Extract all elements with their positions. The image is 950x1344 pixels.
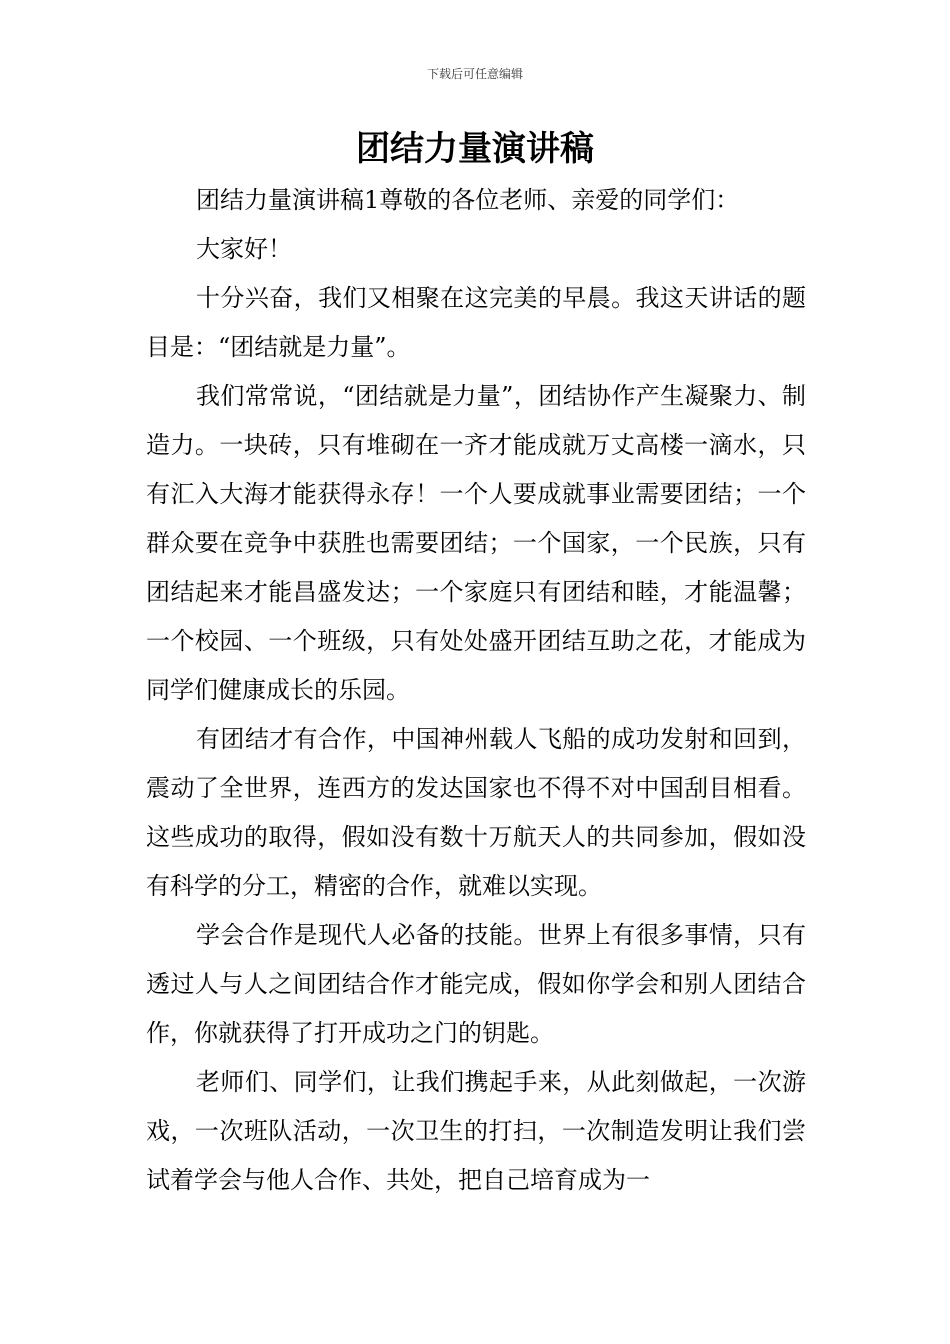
- paragraph-unity-strength: 我们常常说，“团结就是力量”，团结协作产生凝聚力、制造力。一块砖，只有堆砌在一齐才能成就万丈高楼一滴水，只有汇入大海才能获得永存！一个人要成就事业需要团结；一个群众要在竞争中获胜也需要团结；一个国家，一个民族，只有团结起来才能昌盛发达；一个家庭只有团结和睦，才能温馨；一个校园、一个班级，只有处处盛开团结互助之花，才能成为同学们健康成长的乐园。: [146, 382, 806, 704]
- paragraph-cooperation-example: 有团结才有合作，中国神州载人飞船的成功发射和回到，震动了全世界，连西方的发达国家也不得不对中国刮目相看。这些成功的取得，假如没有数十万航天人的共同参加，假如没有科学的分工，精密的合作，就难以实现。: [146, 725, 806, 900]
- paragraph-cooperation-skill: 学会合作是现代人必备的技能。世界上有很多事情，只有透过人与人之间团结合作才能完成，假如你学会和别人团结合作，你就获得了打开成功之门的钥匙。: [146, 921, 806, 1047]
- document-title: 团结力量演讲稿: [356, 129, 594, 169]
- paragraph-topic: 十分兴奋，我们又相聚在这完美的早晨。我这天讲话的题目是：“团结就是力量”。: [146, 284, 806, 361]
- page-header-note: 下载后可任意编辑: [426, 67, 523, 81]
- paragraph-call-to-action: 老师们、同学们，让我们携起手来，从此刻做起，一次游戏，一次班队活动，一次卫生的打扫，一次制造发明让我们尝试着学会与他人合作、共处，把自己培育成为一: [146, 1068, 806, 1194]
- paragraph-greeting: 大家好！: [196, 235, 292, 263]
- document-body: [146, 176, 806, 1205]
- paragraph-salutation: 团结力量演讲稿1尊敬的各位老师、亲爱的同学们：: [196, 186, 740, 214]
